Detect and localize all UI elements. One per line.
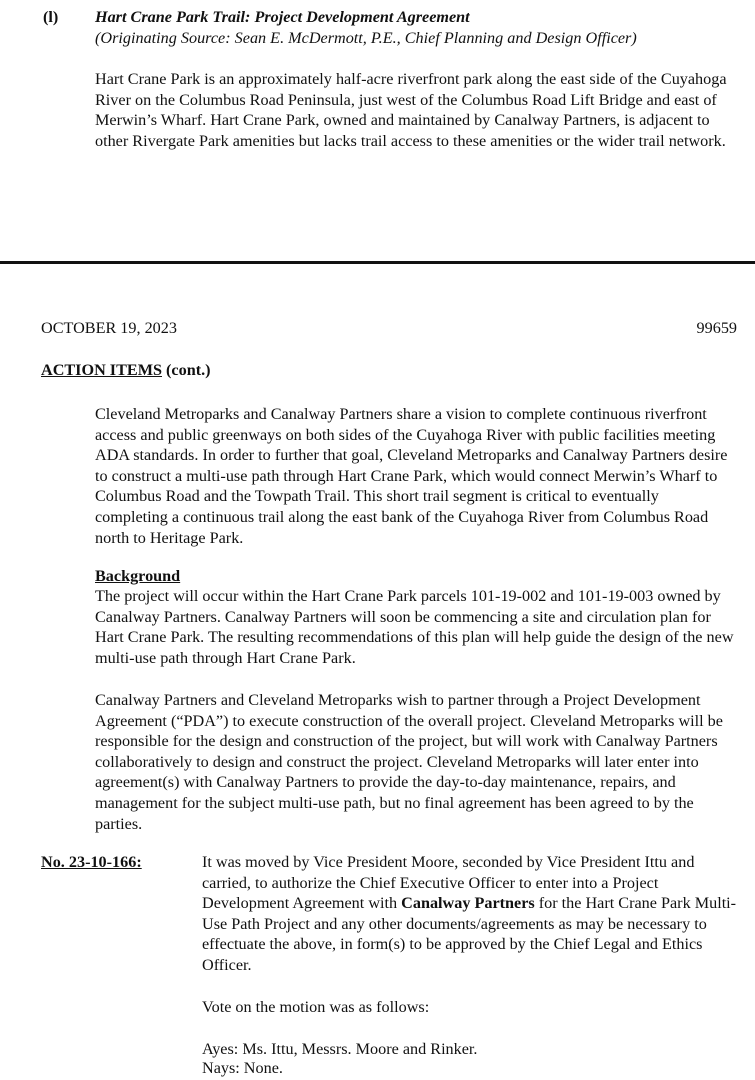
section-suffix: (cont.) (161, 361, 211, 379)
item-letter: (l) (43, 8, 59, 26)
resolution-text (202, 852, 742, 976)
meeting-date: OCTOBER 19, 2023 (41, 319, 177, 337)
pda-paragraph: Canalway Partners and Cleveland Metroparks wish to partner through a Project Development Agreement (“PDA”) to execute construction of the overall project. Cleveland Metroparks will be responsible for the design and construction of the project, but will work with Canalway Partners collaboratively to design and construct the project. Cleveland Metroparks will later enter into agreement(s) with Canalway Partners to provide the day-to-day maintenance, repairs, and management for the subject multi-use path, but no final agreement has been agreed to by the parties. (95, 691, 723, 833)
page-number: 99659 (696, 319, 737, 337)
resolution-text-after: for the Hart Crane Park Multi-Use Path Project and any other documents/agreements as may be necessary to effectuate the above, in form(s) to be approved by the Chief Legal and Ethics Officer. (202, 894, 737, 974)
page-divider (0, 261, 755, 264)
vote-intro: Vote on the motion was as follows: (202, 998, 430, 1016)
section-heading (41, 360, 211, 381)
vote-nays: Nays: None. (202, 1059, 283, 1077)
originating-source: (Originating Source: Sean E. McDermott, P.E., Chief Planning and Design Officer) (95, 29, 637, 47)
vision-paragraph: Cleveland Metroparks and Canalway Partners share a vision to complete continuous riverfront access and public greenways on both sides of the Cuyahoga River with public facilities meeting ADA standards. In order to further that goal, Cleveland Metroparks and Canalway Partners desire to construct a multi-use path through Hart Crane Park, which would connect Merwin’s Wharf to Columbus Road and the Towpath Trail. This short trail segment is critical to eventually completing a continuous trail along the east bank of the Cuyahoga River from Columbus Road north to Heritage Park. (95, 405, 728, 547)
item-title: Hart Crane Park Trail: Project Development Agreement (95, 8, 470, 26)
section-title: ACTION ITEMS (41, 361, 162, 379)
background-heading: Background (95, 567, 181, 585)
vote-ayes: Ayes: Ms. Ittu, Messrs. Moore and Rinker. (202, 1040, 478, 1058)
resolution-party: Canalway Partners (401, 894, 535, 913)
resolution-number: No. 23-10-166: (41, 853, 142, 871)
intro-paragraph: Hart Crane Park is an approximately half-acre riverfront park along the east side of the Cuyahoga River on the Columbus Road Peninsula, just west of the Columbus Road Lift Bridge and east of Merwin’s Wharf. Hart Crane Park, owned and maintained by Canalway Partners, is adjacent to other Rivergate Park amenities but lacks trail access to these amenities or the wider trail network. (95, 70, 727, 150)
resolution-text-before: It was moved by Vice President Moore, seconded by Vice President Ittu and carried, to authorize the Chief Executive Officer to enter into a Project Development Agreement with (202, 853, 695, 913)
background-paragraph: The project will occur within the Hart Crane Park parcels 101-19-002 and 101-19-003 owned by Canalway Partners. Canalway Partners will soon be commencing a site and circulation plan for Hart Crane Park. The resulting recommendations of this plan will help guide the design of the new multi-use path through Hart Crane Park. (95, 587, 734, 667)
